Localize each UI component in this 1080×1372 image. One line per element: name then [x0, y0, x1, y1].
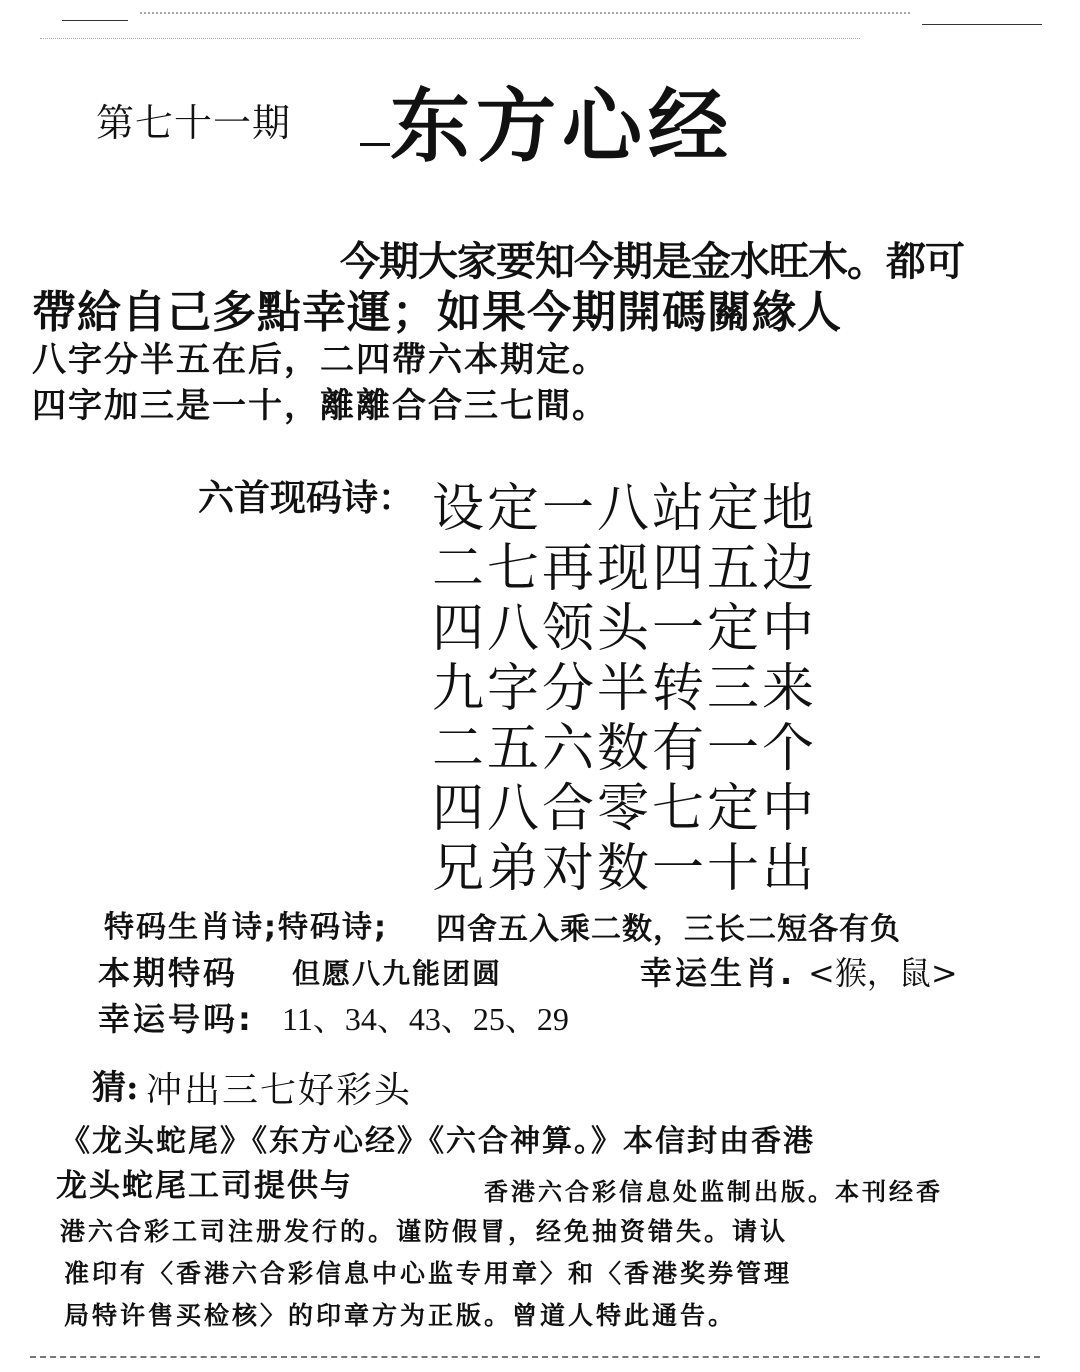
top-dotted-line-2	[40, 38, 860, 39]
lucky-numbers-label: 幸运号吗:	[98, 1000, 254, 1038]
lucky-numbers-value: 11、34、43、25、29	[282, 1001, 569, 1037]
poem-label: 六首现码诗：	[198, 478, 415, 519]
top-dotted-line	[140, 12, 910, 14]
poem-line: 设定一八站定地	[432, 479, 818, 539]
footer-line-2b: 香港六合彩信息处监制出版。本刊经香	[484, 1178, 943, 1206]
bottom-dashed-line	[30, 1356, 1040, 1358]
intro-line-1: 今期大家要知今期是金水旺木。都可	[340, 239, 964, 285]
lucky-zodiac-value: <猴，鼠>	[808, 954, 958, 992]
poem-line: 兄弟对数一十出	[432, 839, 818, 899]
top-rule-right	[922, 24, 1042, 25]
title-underline	[360, 143, 390, 146]
page-title: 东方心经	[390, 80, 734, 173]
footer-line-5: 局特许售买检核〉的印章方为正版。曾道人特此通告。	[64, 1301, 737, 1330]
poem-line: 四八领头一定中	[432, 599, 818, 659]
footer-line-3: 港六合彩工司注册发行的。谨防假冒，经免抽资错失。请认	[60, 1217, 789, 1246]
intro-line-3: 八字分半五在后，二四帶六本期定。	[32, 340, 608, 380]
issue-number: 第七十一期	[96, 101, 292, 145]
poem-line: 二五六数有一个	[432, 719, 818, 779]
guess-text: 冲出三七好彩头	[146, 1070, 413, 1111]
intro-line-2: 帶給自己多點幸運；如果今期開碼關緣人	[32, 287, 842, 338]
poem-line: 二七再现四五边	[432, 539, 818, 599]
lucky-zodiac-label: 幸运生肖.	[640, 954, 796, 992]
period-text: 但愿八九能团圆	[292, 957, 503, 990]
footer-line-2a: 龙头蛇尾工司提供与	[56, 1168, 353, 1204]
period-label: 本期特码	[98, 954, 239, 992]
tema-label: 特码生肖诗;特码诗;	[104, 910, 388, 945]
poem-line: 九字分半转三来	[432, 659, 818, 719]
tema-poem: 四舍五入乘二数，三长二短各有负	[436, 912, 901, 947]
poem-line: 四八合零七定中	[432, 779, 818, 839]
footer-line-4: 准印有〈香港六合彩信息中心监专用章〉和〈香港奖券管理	[64, 1259, 793, 1288]
intro-line-4: 四字加三是一十，離離合合三七間。	[32, 386, 608, 426]
top-rule-left	[62, 20, 128, 21]
guess-label: 猜:	[92, 1068, 139, 1108]
footer-line-1: 《龙头蛇尾》《东方心经》《六合神算。》本信封由香港	[60, 1124, 815, 1159]
